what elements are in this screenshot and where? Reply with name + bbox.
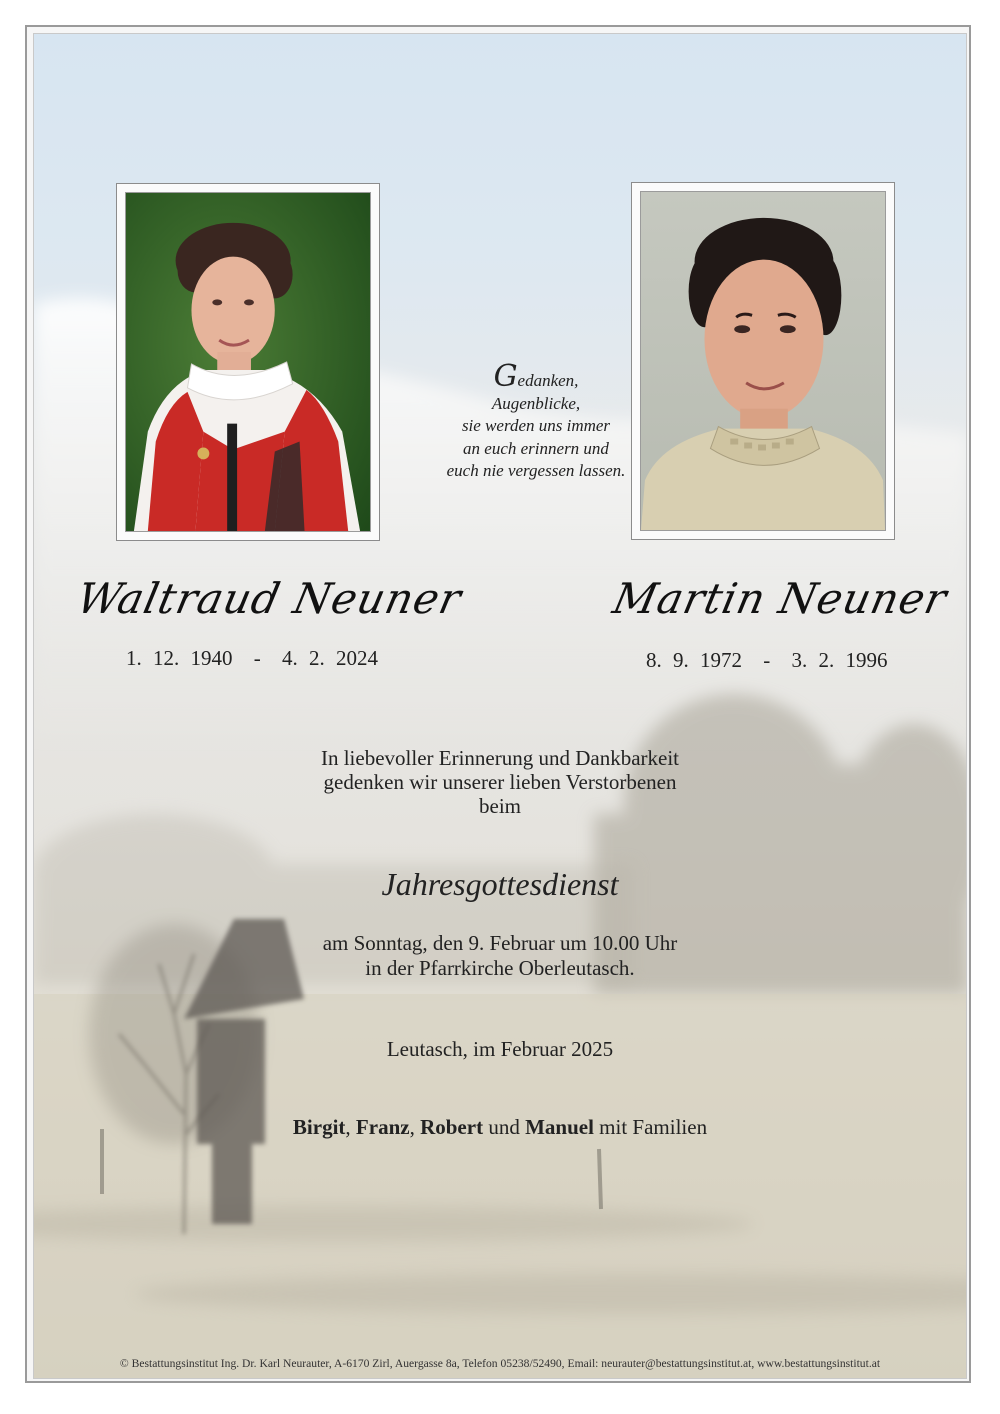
poem-line-4: an euch erinnern und <box>463 438 609 458</box>
name-martin: Martin Neuner <box>608 574 952 623</box>
dates-waltraud <box>126 646 378 671</box>
family-sep-1: , <box>345 1115 356 1139</box>
intro-line-3: beim <box>479 794 521 818</box>
poem <box>404 359 668 483</box>
intro-text <box>200 746 800 818</box>
portrait-photo-waltraud <box>125 192 371 532</box>
family-suffix: mit Familien <box>593 1115 708 1139</box>
portrait-frame-martin <box>631 182 895 540</box>
name-waltraud: Waltraud Neuner <box>72 574 467 623</box>
poem-line-1 <box>404 359 668 394</box>
service-time-line-1: am Sonntag, den 9. Februar um 10.00 Uhr <box>322 931 678 955</box>
poem-line-3: sie werden uns immer <box>461 416 611 435</box>
family-signature <box>200 1115 800 1140</box>
poem-line-5: euch nie vergessen lassen. <box>446 461 626 480</box>
birth-date-martin: 8. 9. 1972 <box>646 648 742 672</box>
portrait-photo-martin <box>640 191 886 531</box>
footer-credits: © Bestattungsinstitut Ing. Dr. Karl Neurauter, A-6170 Zirl, Auergasse 8a, Telefon 05238/52490, Email: neurauter@bestattungsinstitut.at, www.bestattungsinstitut.at <box>119 1357 881 1370</box>
death-date-waltraud: 4. 2. 2024 <box>282 646 378 670</box>
family-name-2: Franz <box>355 1115 410 1139</box>
date-separator: - <box>253 646 261 670</box>
place-date: Leutasch, im Februar 2025 <box>386 1037 614 1061</box>
death-date-martin: 3. 2. 1996 <box>791 648 888 672</box>
dates-martin <box>646 648 888 673</box>
family-name-3: Robert <box>420 1115 484 1139</box>
poem-line-1-rest: edanken, <box>517 371 579 390</box>
portrait-frame-waltraud <box>116 183 380 541</box>
family-sep-3: und <box>483 1115 526 1139</box>
intro-line-1: In liebevoller Erinnerung und Dankbarkeit <box>320 746 680 770</box>
family-sep-2: , <box>409 1115 421 1139</box>
poem-line-2: Augenblicke, <box>491 393 581 413</box>
service-time <box>200 931 800 981</box>
service-title: Jahresgottesdienst <box>381 866 619 902</box>
poem-dropcap: G <box>493 359 518 394</box>
memorial-card <box>33 33 967 1379</box>
birth-date-waltraud: 1. 12. 1940 <box>126 646 233 670</box>
service-time-line-2: in der Pfarrkirche Oberleutasch. <box>365 956 635 980</box>
family-name-1: Birgit <box>292 1115 346 1139</box>
family-name-4: Manuel <box>525 1115 594 1139</box>
date-separator: - <box>763 648 771 672</box>
intro-line-2: gedenken wir unserer lieben Verstorbenen <box>323 770 677 794</box>
